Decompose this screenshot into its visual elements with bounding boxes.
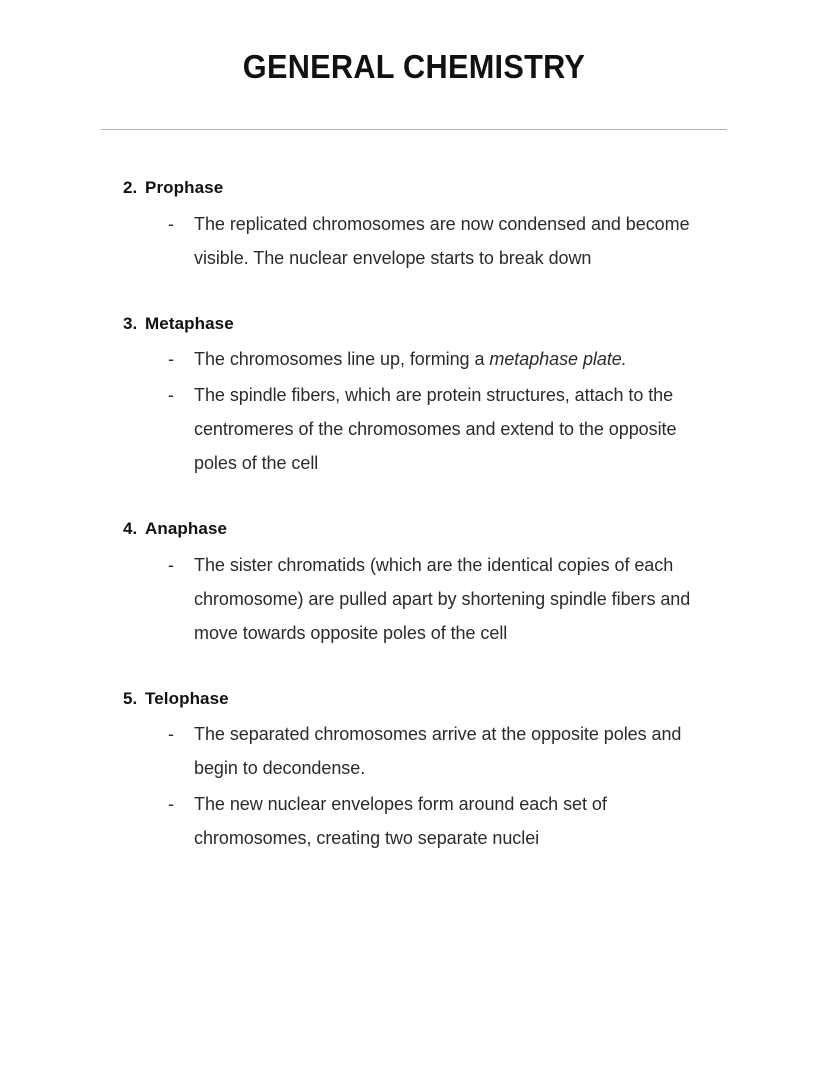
section-label: Anaphase — [145, 519, 228, 538]
list-item-text — [194, 342, 710, 376]
plain-text: The sister chromatids (which are the identical copies of each chromosome) are pulled apart by shortening spindle fibers and move towards opposite poles of the cell — [194, 554, 691, 643]
section — [0, 516, 828, 650]
section-heading — [0, 686, 828, 712]
bullet-list — [0, 342, 828, 480]
list-item — [0, 717, 828, 785]
section-label: Telophase — [145, 688, 229, 708]
section — [0, 686, 828, 856]
section-label: Metaphase — [145, 313, 234, 333]
list-item — [0, 342, 828, 376]
section-number: 3. — [123, 313, 138, 333]
emphasized-text: metaphase plate. — [489, 349, 627, 369]
bullet-dash-icon: - — [168, 724, 174, 744]
list-item — [0, 207, 828, 275]
list-item — [0, 787, 828, 855]
list-item — [0, 378, 828, 480]
bullet-list — [0, 207, 828, 275]
section-label: Prophase — [145, 178, 224, 197]
section-number: 4. — [123, 519, 138, 538]
list-item-text — [194, 787, 710, 855]
plain-text: The spindle fibers, which are protein structures, attach to the centromeres of the chromosomes and extend to the opposite poles of the cell — [194, 385, 677, 473]
bullet-dash-icon: - — [168, 385, 174, 405]
section-heading — [0, 311, 828, 337]
bullet-list — [0, 717, 828, 855]
list-item-text — [194, 717, 710, 785]
plain-text: The separated chromosomes arrive at the opposite poles and begin to decondense. — [194, 724, 682, 778]
bullet-dash-icon: - — [168, 794, 174, 814]
bullet-dash-icon: - — [168, 554, 174, 575]
section-heading — [0, 175, 828, 201]
section-heading — [0, 516, 828, 542]
plain-text: The chromosomes line up, forming a — [194, 349, 490, 369]
section — [0, 311, 828, 481]
bullet-list — [0, 548, 828, 650]
section — [0, 175, 828, 275]
list-item-text — [194, 548, 710, 650]
plain-text: The replicated chromosomes are now condensed and become visible. The nuclear envelope starts to break down — [194, 213, 690, 268]
list-item — [0, 548, 828, 650]
list-item-text — [194, 207, 710, 275]
section-number: 2. — [123, 178, 138, 197]
section-number: 5. — [123, 688, 138, 708]
list-item-text — [194, 378, 710, 480]
bullet-dash-icon: - — [168, 213, 174, 234]
page-title: GENERAL CHEMISTRY — [242, 48, 586, 85]
section-list — [0, 130, 828, 855]
bullet-dash-icon: - — [168, 349, 174, 369]
plain-text: The new nuclear envelopes form around each set of chromosomes, creating two separate nuclei — [194, 794, 607, 848]
